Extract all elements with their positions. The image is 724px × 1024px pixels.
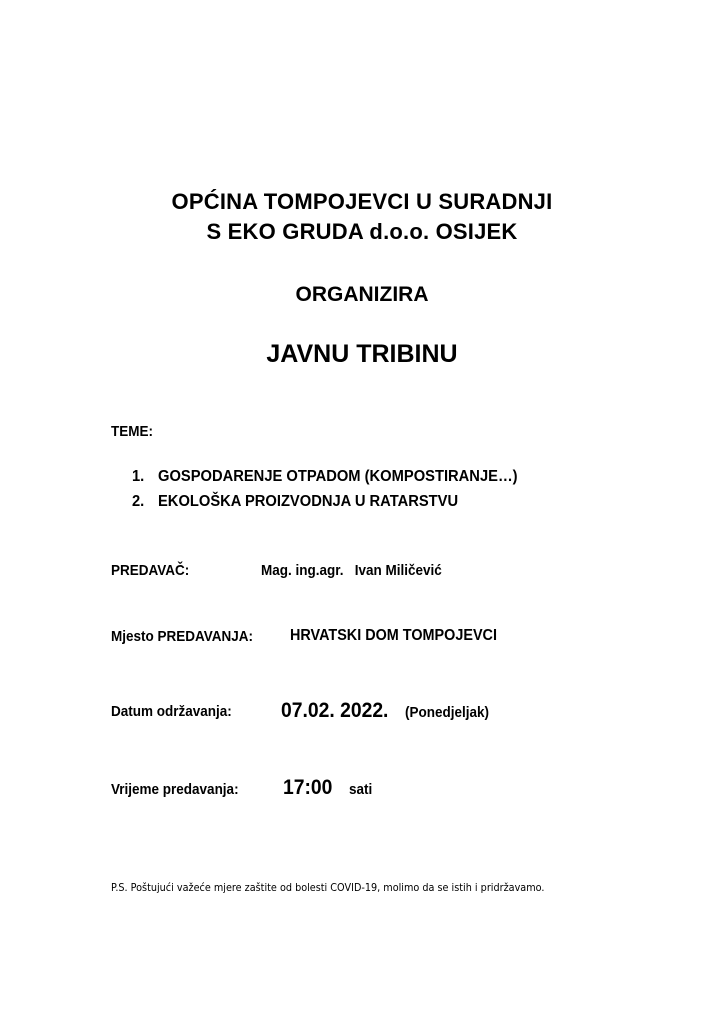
date-label: Datum održavanja: bbox=[111, 703, 232, 720]
organizes-heading: ORGANIZIRA bbox=[295, 283, 429, 306]
page-title: JAVNU TRIBINU bbox=[266, 340, 458, 368]
topics-label: TEME: bbox=[111, 423, 154, 440]
footnote: P.S. Poštujući važeće mjere zaštite od bolesti COVID-19, molimo da se istih i pridržavamo. bbox=[111, 882, 545, 894]
topic-number: 2. bbox=[132, 493, 145, 510]
time-unit: sati bbox=[349, 781, 373, 798]
time-value: 17:00 bbox=[283, 776, 333, 799]
time-label: Vrijeme predavanja: bbox=[111, 781, 239, 798]
date-value: 07.02. 2022. bbox=[281, 699, 389, 722]
topic-text: EKOLOŠKA PROIZVODNJA U RATARSTVU bbox=[157, 493, 459, 510]
topic-item-2 bbox=[132, 492, 458, 512]
location-label: Mjesto PREDAVANJA: bbox=[111, 628, 254, 645]
header-line-2: S EKO GRUDA d.o.o. OSIJEK bbox=[206, 219, 518, 244]
topic-number: 1. bbox=[132, 468, 145, 485]
topic-item-1 bbox=[132, 467, 518, 487]
lecturer-value: Mag. ing.agr. Ivan Miličević bbox=[261, 562, 442, 579]
lecturer-label: PREDAVAČ: bbox=[111, 562, 190, 579]
topic-text: GOSPODARENJE OTPADOM (KOMPOSTIRANJE…) bbox=[157, 468, 518, 485]
date-weekday: (Ponedjeljak) bbox=[405, 704, 490, 721]
location-value: HRVATSKI DOM TOMPOJEVCI bbox=[290, 627, 497, 644]
header-line-1: OPĆINA TOMPOJEVCI U SURADNJI bbox=[171, 189, 553, 214]
